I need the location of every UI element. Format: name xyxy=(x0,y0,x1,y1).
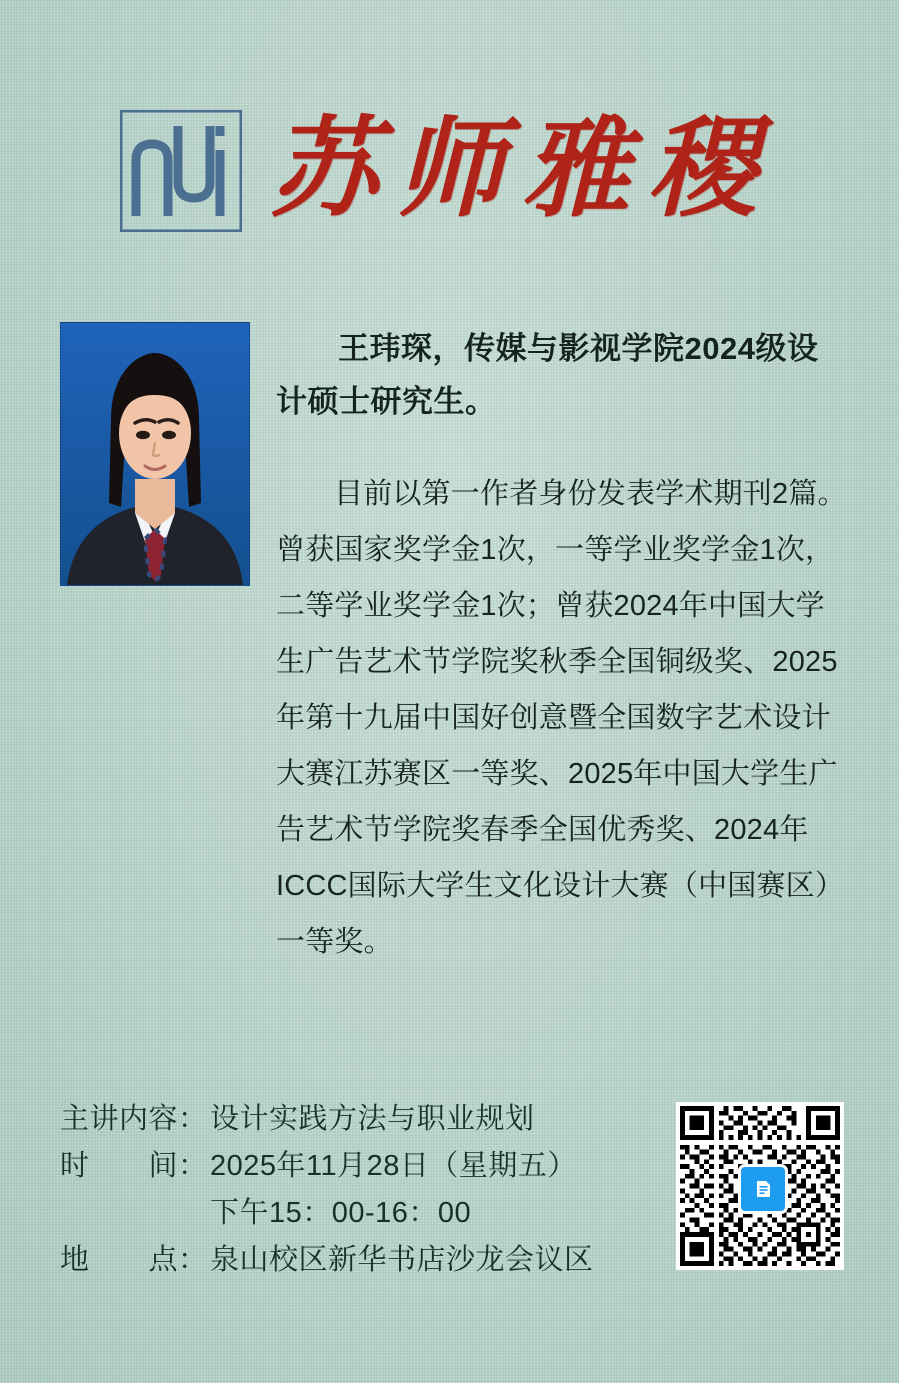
detail-time-second-line xyxy=(60,1190,660,1237)
detail-place-value: 泉山校区新华书店沙龙会议区 xyxy=(210,1244,594,1276)
detail-time-value-2: 下午15：00-16：00 xyxy=(210,1197,472,1229)
detail-place-label: 地 点： xyxy=(60,1244,208,1276)
qr-code[interactable] xyxy=(676,1102,844,1270)
detail-time xyxy=(60,1143,660,1190)
detail-time-label: 时 间： xyxy=(60,1150,208,1182)
detail-topic-value: 设计实践方法与职业规划 xyxy=(210,1103,535,1135)
detail-topic xyxy=(60,1096,660,1143)
detail-time-value: 2025年11月28日（星期五） xyxy=(210,1150,577,1182)
detail-topic-label: 主讲内容： xyxy=(60,1103,208,1135)
detail-place xyxy=(60,1237,660,1284)
event-details xyxy=(60,1096,660,1284)
document-icon xyxy=(738,1164,788,1214)
poster-header xyxy=(0,96,899,256)
portrait-photo xyxy=(60,322,250,586)
speaker-intro: 王玮琛，传媒与影视学院2024级设计硕士研究生。 xyxy=(276,331,819,419)
woven-lines-logo-icon xyxy=(120,110,242,232)
qr-code-pattern xyxy=(680,1106,840,1266)
brand-title: 苏师雅稷 xyxy=(270,111,775,230)
speaker-bio: 目前以第一作者身份发表学术期刊2篇。曾获国家奖学金1次，一等学业奖学金1次，二等学业奖学金1次；曾获2024年中国大学生广告艺术节学院奖秋季全国铜级奖、2025年第十九届中国好创意暨全国数字艺术设计大赛江苏赛区一等奖、2025年中国大学生广告艺术节学院奖春季全国优秀奖、2024年ICCC国际大学生文化设计大赛（中国赛区）一等奖。 xyxy=(276,478,847,958)
